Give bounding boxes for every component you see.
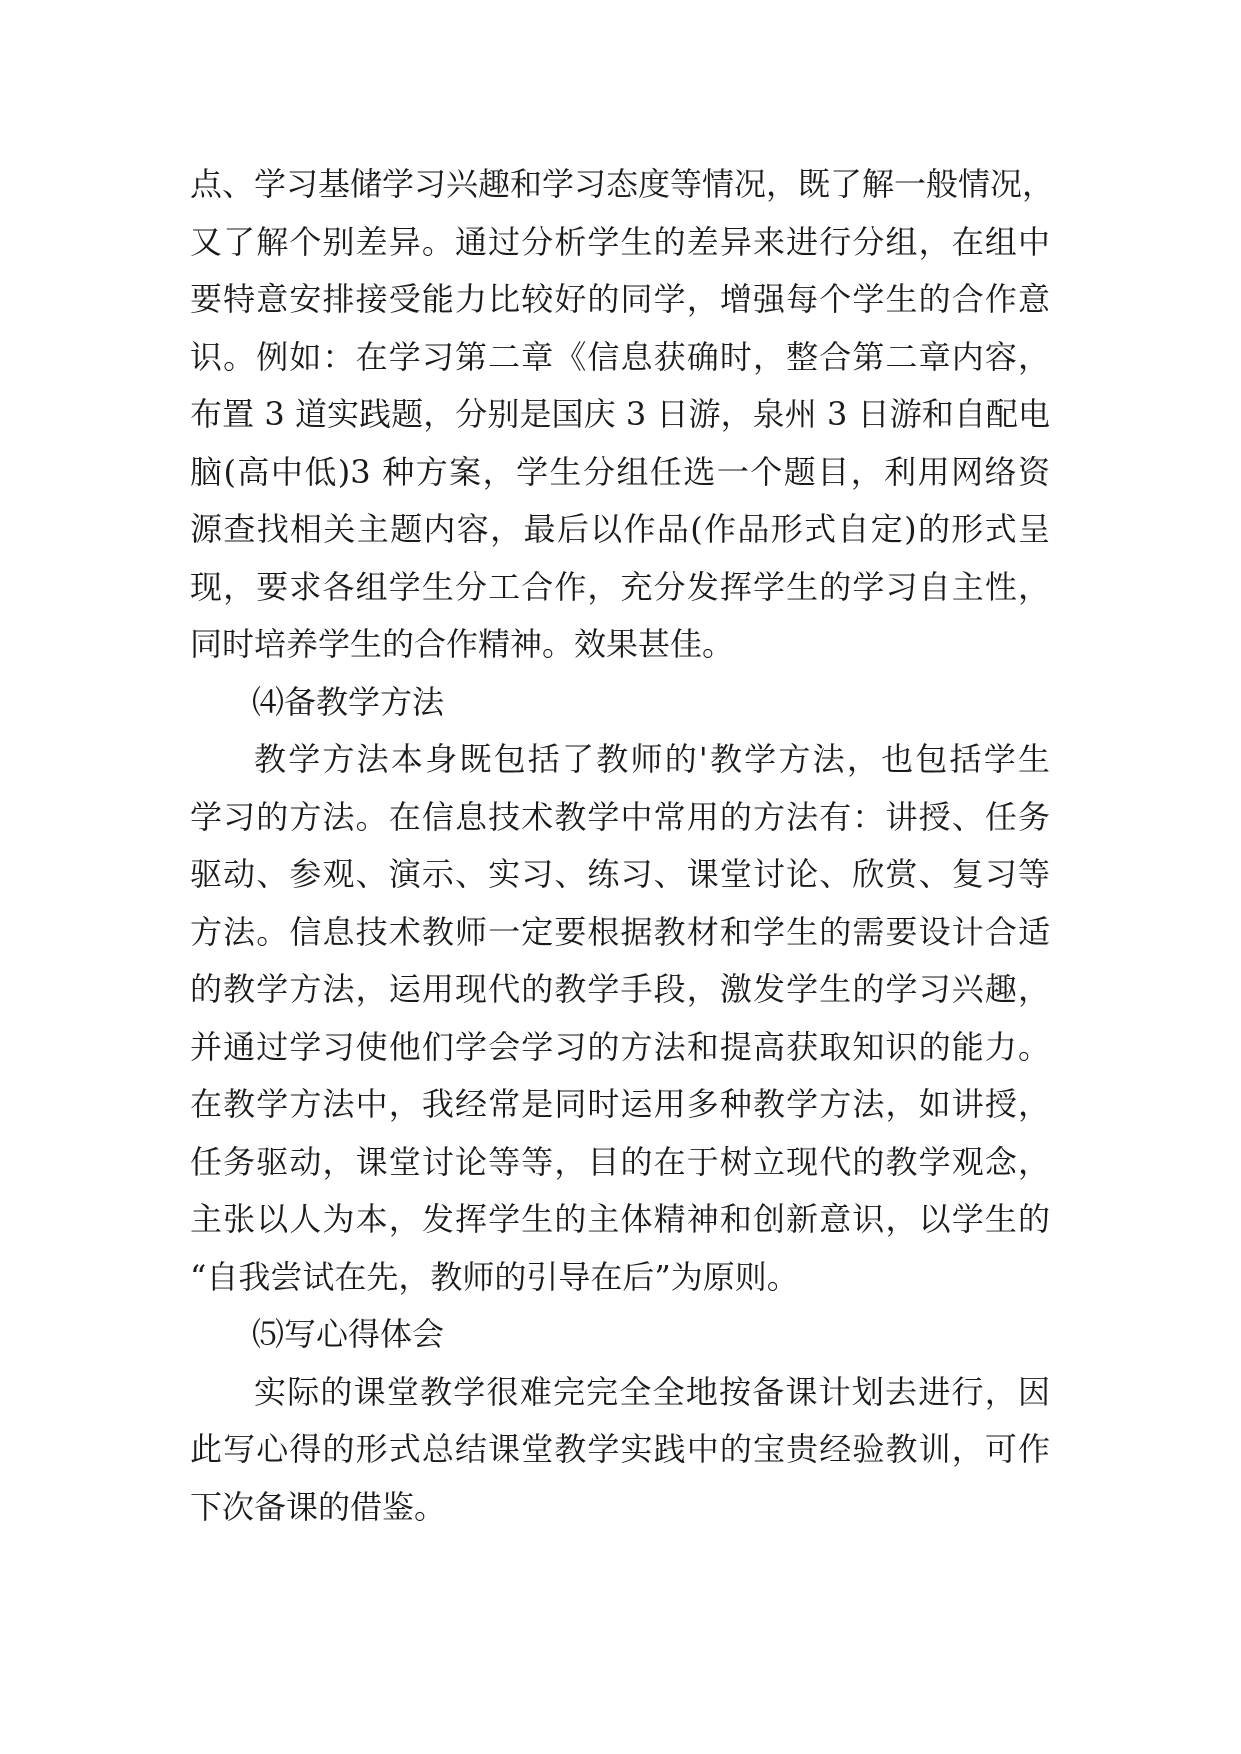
text-line: 下次备课的借鉴。 xyxy=(190,1487,447,1526)
text-line: 布置 3 道实践题，分别是国庆 3 日游，泉州 3 日游和自配电 xyxy=(190,395,1050,433)
text-line: 此写心得的形式总结课堂教学实践中的宝贵经验教训，可作 xyxy=(190,1430,1050,1468)
text-line: 方法。信息技术教师一定要根据教材和学生的需要设计合适 xyxy=(190,912,1050,951)
text-line: 实际的课堂教学很难完完全全地按备课计划去进行，因 xyxy=(254,1372,1050,1411)
section-heading: ⑷备教学方法 xyxy=(252,682,445,721)
text-line: 点、学习基储学习兴趣和学习态度等情况，既了解一般情况， xyxy=(190,165,1055,203)
text-line: 脑(高中低)3 种方案，学生分组任选一个题目，利用网络资 xyxy=(190,452,1050,491)
text-line: 任务驱动，课堂讨论等等，目的在于树立现代的教学观念， xyxy=(190,1142,1050,1181)
text-line: 的教学方法，运用现代的教学手段，激发学生的学习兴趣， xyxy=(190,970,1050,1008)
text-line: 源查找相关主题内容，最后以作品(作品形式自定)的形式呈 xyxy=(190,510,1050,548)
text-line: 教学方法本身既包括了教师的'教学方法，也包括学生 xyxy=(254,740,1050,778)
text-line: 驱动、参观、演示、实习、练习、课堂讨论、欣赏、复习等 xyxy=(190,855,1050,893)
body-text xyxy=(190,156,1055,1536)
text-line: 又了解个别差异。通过分析学生的差异来进行分组，在组中 xyxy=(190,222,1050,261)
section-heading: ⑸写心得体会 xyxy=(252,1315,445,1353)
text-line: 在教学方法中，我经常是同时运用多种教学方法，如讲授， xyxy=(190,1085,1050,1123)
text-line: 同时培养学生的合作精神。效果甚佳。 xyxy=(190,625,735,663)
text-line: 识。例如：在学习第二章《信息获确时，整合第二章内容， xyxy=(190,337,1050,376)
text-line: 学习的方法。在信息技术教学中常用的方法有：讲授、任务 xyxy=(190,797,1050,836)
text-line: 并通过学习使他们学会学习的方法和提高获取知识的能力。 xyxy=(190,1027,1050,1066)
text-line: 主张以人为本，发挥学生的主体精神和创新意识，以学生的 xyxy=(190,1200,1050,1238)
text-line: 现，要求各组学生分工合作，充分发挥学生的学习自主性， xyxy=(190,567,1050,606)
text-line: 要特意安排接受能力比较好的同学，增强每个学生的合作意 xyxy=(190,280,1050,318)
text-line: “自我尝试在先，教师的引导在后”为原则。 xyxy=(190,1257,799,1296)
